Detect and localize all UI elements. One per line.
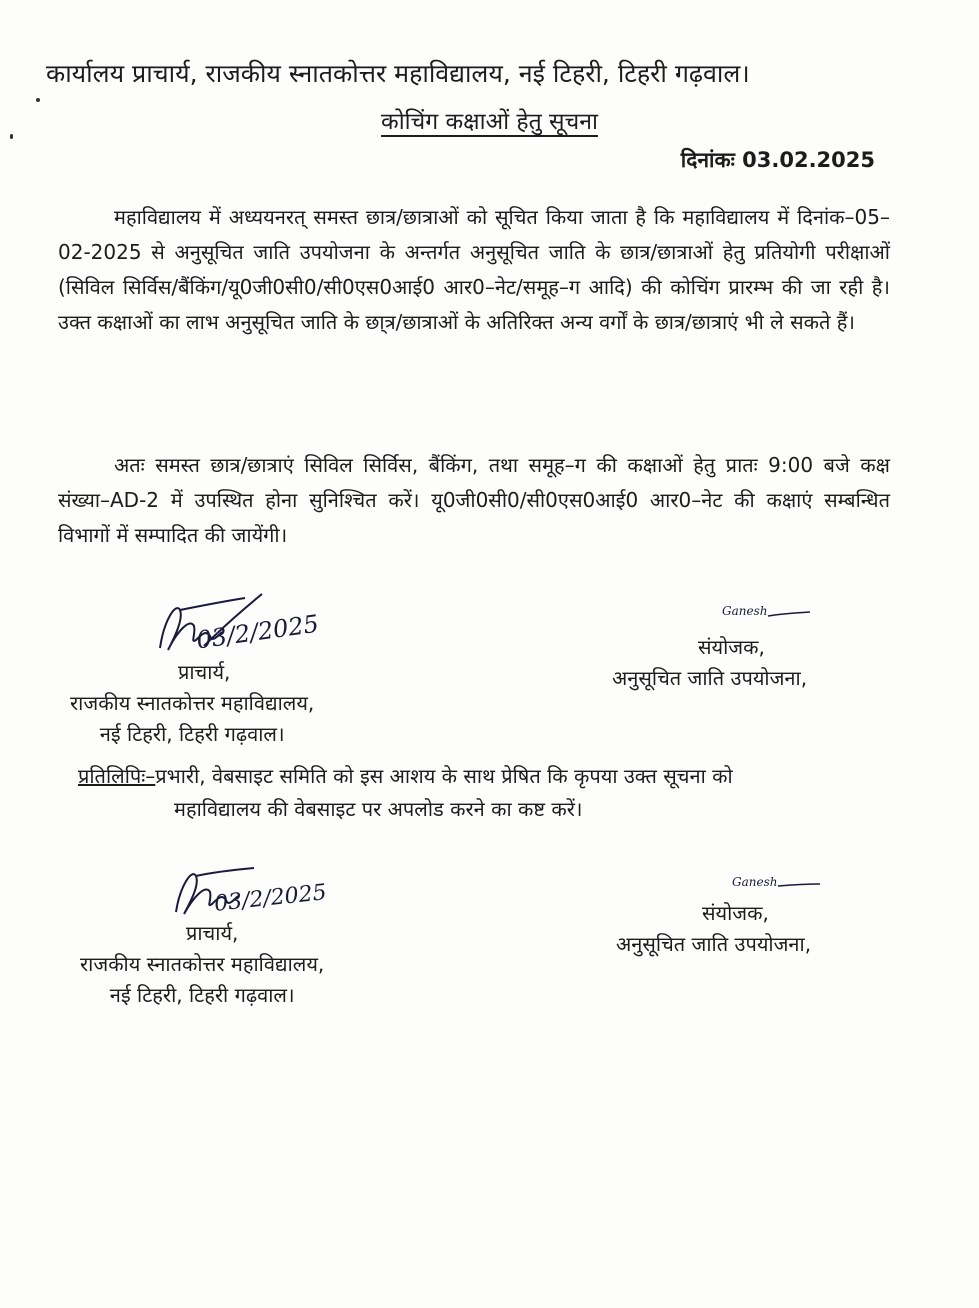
coordinator-signature-stroke-2 [776, 878, 822, 892]
body-paragraph-1: महाविद्यालय में अध्ययनरत् समस्त छात्र/छात्राओं को सूचित किया जाता है कि महाविद्यालय में दिनांक–05–02-2025 से अनुसूचित जाति उपयोजना के अन्तर्गत अनुसूचित जाति के छात्र/छात्राओं हेतु प्रतियोगी परीक्षाओं (सिविल सिर्विस/बैंकिंग/यू0जी0सी0/सी0एस0आई0 आर0–नेट/समूह–ग आदि) की कोचिंग प्रारम्भ की जा रही है। उक्त कक्षाओं का लाभ अनुसूचित जाति के छा्त्र/छात्राओं के अतिरिक्त अन्य वर्गों के छात्र/छात्राएं भी ले सकते हैं। [58, 205, 890, 334]
coordinator-scheme: अनुसूचित जाति उपयोजना, [612, 666, 808, 690]
copy-to-label: प्रतिलिपिः– [78, 764, 156, 788]
coordinator-sign-block-2 [616, 898, 811, 960]
coordinator-signature-stroke-1 [766, 608, 812, 622]
notice-subject [0, 104, 979, 136]
copy-to-section [78, 760, 888, 826]
scan-speck [36, 98, 40, 102]
principal-college: राजकीय स्नातकोत्तर महाविद्यालय, [70, 691, 315, 715]
coordinator-sign-block-1 [612, 632, 807, 694]
principal-handwritten-date-1: 03/2/2025 [194, 609, 321, 655]
notice-subject-text: कोचिंग कक्षाओं हेतु सूचना [381, 109, 598, 135]
principal-title: प्राचार्य, [186, 921, 239, 945]
principal-sign-block-2 [80, 918, 324, 1011]
coordinator-title: संयोजक, [702, 901, 769, 925]
copy-to-text-line2: महाविद्यालय की वेबसाइट पर अपलोड करने का कष्ट करें। [174, 797, 583, 821]
office-header: कार्यालय प्राचार्य, राजकीय स्नातकोत्तर महाविद्यालय, नई टिहरी, टिहरी गढ़वाल। [46, 59, 750, 88]
coordinator-title: संयोजक, [698, 635, 765, 659]
principal-college: राजकीय स्नातकोत्तर महाविद्यालय, [80, 952, 325, 976]
principal-place: नई टिहरी, टिहरी गढ़वाल। [99, 722, 285, 746]
copy-to-text-line1: प्रभारी, वेबसाइट समिति को इस आशय के साथ प्रेषित कि कृपया उक्त सूचना को [155, 764, 733, 788]
coordinator-handwritten-signature-1: Ganesh [722, 604, 768, 618]
coordinator-handwritten-signature-2: Ganesh [732, 875, 778, 889]
notice-date: दिनांकः 03.02.2025 [680, 148, 875, 172]
body-paragraph-2: अतः समस्त छात्र/छात्राएं सिविल सिर्विस, बैंकिंग, तथा समूह–ग की कक्षाओं हेतु प्रातः 9:00 बजे कक्ष संख्या–AD-2 में उपस्थित होना सुनिश्चित करें। यू0जी0सी0/सी0एस0आई0 आर0–नेट की कक्षाएं सम्बन्धित विभागों में सम्पादित की जायेंगी। [58, 453, 890, 547]
principal-title: प्राचार्य, [178, 660, 231, 684]
principal-handwritten-date-2: 03/2/2025 [213, 880, 328, 917]
principal-place: नई टिहरी, टिहरी गढ़वाल। [109, 983, 295, 1007]
principal-sign-block-1 [70, 657, 314, 750]
coordinator-scheme: अनुसूचित जाति उपयोजना, [616, 932, 812, 956]
